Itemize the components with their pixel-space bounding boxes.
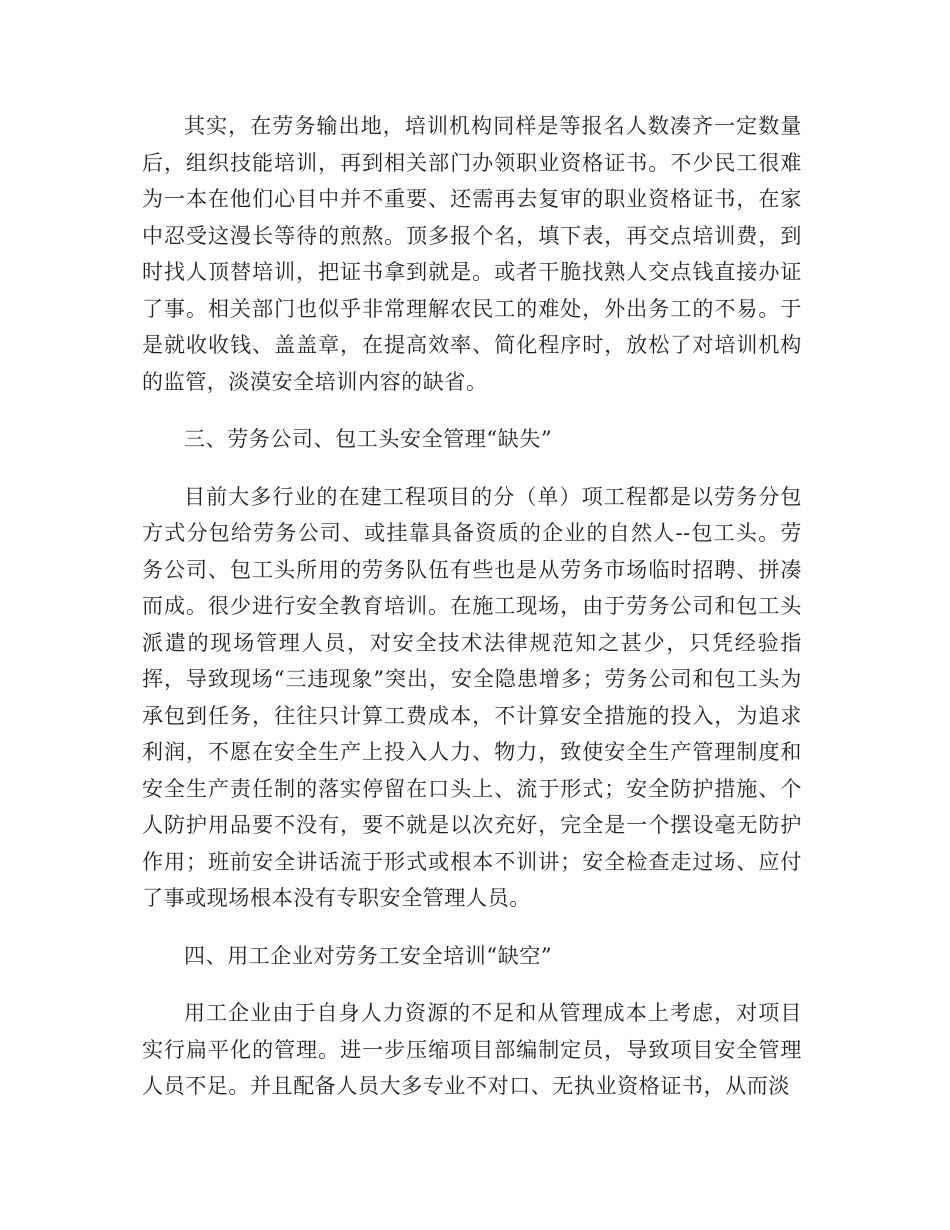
paragraph-employers: 用工企业由于自身人力资源的不足和从管理成本上考虑，对项目实行扁平化的管理。进一步压缩项目部编制定员，导致项目安全管理人员不足。并且配备人员大多专业不对口、无执业资格证书，从而淡 — [142, 1001, 802, 1098]
document-body — [142, 108, 802, 1105]
paragraph-training-institutions: 其实，在劳务输出地，培训机构同样是等报名人数凑齐一定数量后，组织技能培训，再到相关部门办领职业资格证书。不少民工很难为一本在他们心目中并不重要、还需再去复审的职业资格证书，在家中忍受这漫长等待的煎熬。顶多报个名，填下表，再交点培训费，到时找人顶替培训，把证书拿到就是。或者干脆找熟人交点钱直接办证了事。相关部门也似乎非常理解农民工的难处，外出务工的不易。于是就收收钱、盖盖章，在提高效率、简化程序时，放松了对培训机构的监管，淡漠安全培训内容的缺省。 — [142, 114, 802, 394]
section-heading-3: 三、劳务公司、包工头安全管理“缺失” — [184, 427, 553, 451]
paragraph-labor-companies: 目前大多行业的在建工程项目的分（单）项工程都是以劳务分包方式分包给劳务公司、或挂靠具备资质的企业的自然人--包工头。劳务公司、包工头所用的劳务队伍有些也是从劳务市场临时招聘、拼凑而成。很少进行安全教育培训。在施工现场，由于劳务公司和包工头派遣的现场管理人员，对安全技术法律规范知之甚少，只凭经验指挥，导致现场“三违现象”突出，安全隐患增多；劳务公司和包工头为承包到任务，往往只计算工费成本，不计算安全措施的投入，为追求利润，不愿在安全生产上投入人力、物力，致使安全生产管理制度和安全生产责任制的落实停留在口头上、流于形式；安全防护措施、个人防护用品要不没有，要不就是以次充好，完全是一个摆设毫无防护作用；班前安全讲话流于形式或根本不训讲；安全检查走过场、应付了事或现场根本没有专职安全管理人员。 — [142, 484, 802, 910]
section-heading-4: 四、用工企业对劳务工安全培训“缺空” — [184, 943, 553, 968]
